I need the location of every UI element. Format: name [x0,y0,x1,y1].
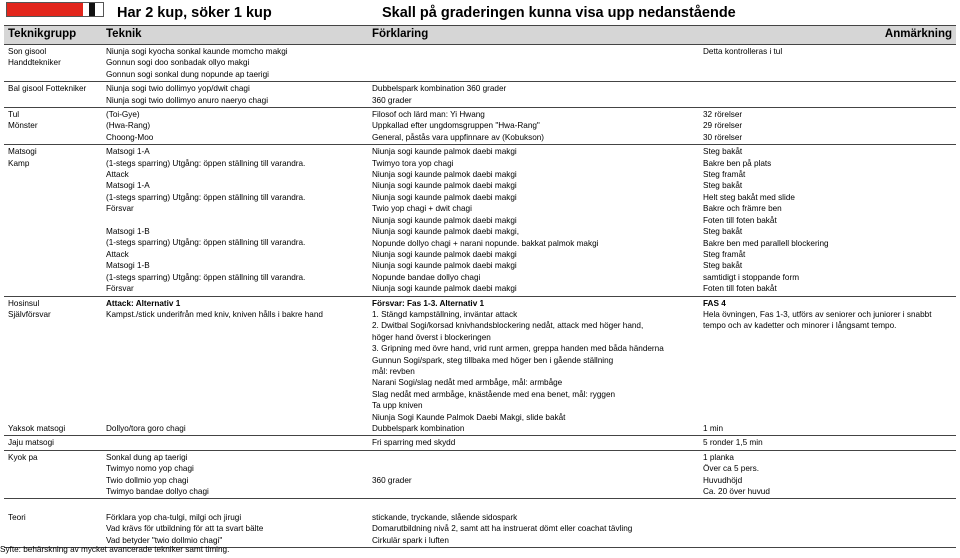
cell-line: Vad betyder "twio dollmio chagi" [106,535,223,545]
cell-line [703,377,952,388]
cell-explanation [368,108,699,145]
cell-group [4,296,102,436]
cell-line: 360 grader [372,475,412,485]
table-row [4,436,956,450]
cell-line [8,411,98,422]
table-header-row [4,26,956,45]
cell-line [106,400,364,411]
cell-remark [699,145,956,296]
cell-line: Niunja sogi kaunde palmok daebi makgi [372,284,517,294]
cell-line: Handdtekniker [8,58,61,68]
cell-line: Foten till foten bakåt [703,284,777,294]
cell-line: Niunja sogi kyocha sonkal kaunde momcho makgi [106,47,288,56]
cell-line: Son gisool [8,47,47,56]
cell-line: Niunja sogi kaunde palmok daebi makgi [372,249,517,259]
cell-line: tempo och av kadetter och minorer i långsamt tempo. [703,321,897,331]
cell-line: Självförsvar [8,309,51,319]
cell-line [8,355,98,366]
cell-technique [102,108,368,145]
cell-line: (1-stegs sparring) Utgång: öppen ställning till varandra. [106,272,306,282]
cell-group [4,436,102,450]
cell-explanation [368,450,699,499]
cell-technique [102,145,368,296]
cell-line [703,411,952,422]
cell-line: Jaju matsogi [8,438,54,448]
cell-line: Försvar: Fas 1-3. Alternativ 1 [372,298,485,308]
cell-line: (1-stegs sparring) Utgång: öppen ställning till varandra. [106,238,306,248]
cell-line: 2. Dwitbal Sogi/korsad knivhandsblockering nedåt, attack med höger hand, [372,321,644,331]
cell-line [703,355,952,366]
cell-line: Kamp [8,158,30,168]
cell-line [106,500,364,511]
cell-line: 1 planka [703,452,734,462]
cell-line: (Toi-Gye) [106,110,140,120]
table-row [4,108,956,145]
cell-line [8,332,98,343]
cell-line: Gonnun sogi sonkal dung nopunde ap taerigi [106,69,269,79]
table-row [4,82,956,108]
cell-technique [102,436,368,450]
cell-line: Huvudhöjd [703,475,743,485]
cell-explanation [368,499,699,548]
cell-line: Attack [106,170,129,180]
cell-group [4,108,102,145]
cell-line: Bakre och främre ben [703,204,782,214]
cell-line [106,366,364,377]
cell-line: Steg bakåt [703,261,743,271]
cell-line [106,215,364,226]
cell-line [703,343,952,354]
cell-remark [699,296,956,436]
cell-line [106,411,364,422]
cell-remark [699,499,956,548]
cell-line: Uppkallad efter ungdomsgruppen "Hwa-Rang" [372,121,540,131]
cell-line: Kyok pa [8,452,38,462]
cell-line: Detta kontrolleras i tul [703,47,783,56]
cell-line: Attack [106,249,129,259]
cell-remark [699,82,956,108]
cell-line [8,343,98,354]
cell-line [8,389,98,400]
cell-line: Niunja sogi kaunde palmok daebi makgi [372,181,517,191]
cell-line: Hela övningen, Fas 1-3, utförs av seniorer och juniorer i snabbt [703,309,932,319]
cell-line: Dollyo/tora goro chagi [106,423,186,433]
cell-line: Niunja sogi kaunde palmok daebi makgi [372,261,517,271]
cell-technique [102,450,368,499]
cell-remark [699,450,956,499]
page-title-right: Skall på graderingen kunna visa upp nedanstående [382,5,736,21]
cell-line: Dubbelspark kombination [372,424,465,433]
cell-line: Twimyo bandae dollyo chagi [106,487,209,497]
cell-line: Matsogi 1-A [106,181,150,191]
cell-line: Förklara yop cha-tulgi, milgi och jirugi [106,512,242,522]
cell-technique [102,296,368,436]
cell-remark [699,436,956,450]
cell-line [8,366,98,377]
cell-line: Nopunde dollyo chagi + narani nopunde. bakkat palmok makgi [372,238,599,248]
cell-line [372,500,695,511]
cell-line [8,320,98,331]
cell-line: Niunja sogi kaunde palmok daebi makgi [372,215,517,225]
cell-line: Tul [8,110,20,120]
cell-line: Steg bakåt [703,181,743,191]
cell-line: 29 rörelser [703,121,743,131]
cell-line: Attack: Alternativ 1 [106,298,181,308]
cell-line: Twimyo nomo yop chagi [106,464,194,474]
cell-line: Steg bakåt [703,227,743,237]
cell-line: Gonnun sogi doo sonbadak ollyo makgi [106,58,250,68]
cell-line: Kampst./stick underifrån med kniv, kniven hålls i bakre hand [106,309,323,319]
page-title-left: Har 2 kup, söker 1 kup [117,5,272,21]
cell-explanation [368,82,699,108]
cell-line: Ta upp kniven [372,401,423,411]
cell-line: Över ca 5 pers. [703,464,759,474]
cell-line: 3. Gripning med övre hand, vrid runt armen, greppa handen med båda händerna [372,344,664,354]
cell-line [703,400,952,411]
cell-line: Slag nedåt med armbåge, knästående med ena benet, mål: ryggen [372,389,616,399]
cell-line: Niunja sogi twio dollimyo yop/dwit chagi [106,84,250,94]
cell-line [106,332,364,343]
cell-line: Gunnun Sogi/spark, steg tillbaka med höger ben i gående ställning [372,355,614,365]
cell-line: Matsogi [8,147,37,157]
cell-line: Foten till foten bakåt [703,215,777,225]
cell-line: Cirkulär spark i luften [372,535,449,545]
cell-explanation [368,436,699,450]
table-row [4,45,956,82]
cell-line: Bal gisool Fottekniker [8,84,87,94]
cell-line: mål: revben [372,366,415,376]
cell-line: Bakre ben på plats [703,158,772,168]
cell-line: höger hand överst i blockeringen [372,332,491,342]
cell-explanation [368,45,699,82]
cell-explanation [368,296,699,436]
cell-line [106,355,364,366]
cell-line: Niunja sogi kaunde palmok daebi makgi [372,170,517,180]
logo-badge [6,2,104,17]
cell-line [8,400,98,411]
cell-technique [102,499,368,548]
cell-group [4,499,102,548]
cell-line: Teori [8,512,26,522]
cell-line: samtidigt i stoppande form [703,272,800,282]
column-header-explanation: Förklaring [368,26,699,45]
column-header-remark: Anmärkning [699,26,956,45]
column-header-technique: Teknik [102,26,368,45]
cell-line: Sonkal dung ap taerigi [106,452,188,462]
table-row [4,296,956,436]
cell-line: 32 rörelser [703,110,743,120]
cell-remark [699,108,956,145]
cell-line: Matsogi 1-B [106,261,150,271]
cell-line: Twimyo tora yop chagi [372,158,454,168]
cell-line: Niunja sogi kaunde palmok daebi makgi, [372,227,520,237]
cell-line [372,452,695,463]
cell-line: Yaksok matsogi [8,423,66,433]
cell-line: Vad krävs för utbildning för att ta svart bälte [106,524,264,534]
cell-line: Matsogi 1-B [106,227,150,237]
cell-group [4,45,102,82]
cell-line: 1 min [703,423,724,433]
logo-red-bar [7,3,83,16]
cell-remark [699,45,956,82]
table-row [4,145,956,296]
cell-technique [102,45,368,82]
cell-group [4,145,102,296]
cell-line: Försvar [106,284,134,294]
cell-line [106,343,364,354]
cell-line: Steg framåt [703,249,746,259]
cell-line: Helt steg bakåt med slide [703,192,795,202]
cell-line: General, påstås vara uppfinnare av (Kobukson) [372,132,545,142]
logo-black-bar [89,3,95,16]
cell-line: Niunja sogi kaunde palmok daebi makgi [372,192,517,202]
cell-line: Fri sparring med skydd [372,438,456,448]
cell-line [703,389,952,400]
cell-line: (Hwa-Rang) [106,121,151,131]
cell-line: FAS 4 [703,298,726,308]
cell-line: Försvar [106,204,134,214]
cell-line: 1. Stängd kampställning, inväntar attack [372,309,518,319]
cell-group [4,450,102,499]
cell-line: Matsogi 1-A [106,147,150,157]
cell-line: 5 ronder 1,5 min [703,438,763,448]
cell-line: Steg bakåt [703,147,743,157]
cell-technique [102,82,368,108]
cell-line: Niunja sogi twio dollimyo anuro naeryo chagi [106,95,269,105]
cell-line: Niunja sogi kaunde palmok daebi makgi [372,147,517,157]
cell-line [8,500,98,511]
cell-line [703,366,952,377]
cell-line [8,377,98,388]
cell-line: Nopunde bandae dollyo chagi [372,272,481,282]
cell-line: Dubbelspark kombination 360 grader [372,84,507,94]
cell-line: Mönster [8,121,38,131]
cell-explanation [368,145,699,296]
table-row [4,450,956,499]
cell-line: Bakre ben med parallell blockering [703,238,829,248]
cell-line [106,377,364,388]
cell-line: Domarutbildning nivå 2, samt att ha instruerat dömt eller coachat tävling [372,524,633,534]
cell-line [372,486,695,497]
cell-line: Steg framåt [703,170,746,180]
technique-table [4,25,956,548]
cell-line [703,332,952,343]
cell-group [4,82,102,108]
cell-line: Twio yop chagi + dwit chagi [372,204,472,214]
cell-line [372,463,695,474]
cell-line: Niunja Sogi Kaunde Palmok Daebi Makgi, slide bakåt [372,412,566,422]
cell-line: 30 rörelser [703,132,743,142]
cell-line: Filosof och lärd man: Yi Hwang [372,110,485,120]
cell-line: Twio dollmio yop chagi [106,475,189,485]
cell-line: (1-stegs sparring) Utgång: öppen ställning till varandra. [106,158,306,168]
cell-line: Ca. 20 över huvud [703,487,770,497]
cell-line: 360 grader [372,95,412,105]
column-header-group: Teknikgrupp [4,26,102,45]
table-body [4,45,956,548]
footnote: Syfte: behärskning av mycket avancerade tekniker samt timing. [0,545,230,554]
cell-line: Choong-Moo [106,132,154,142]
cell-line: Narani Sogi/slag nedåt med armbåge, mål: armbåge [372,378,563,388]
cell-line: (1-stegs sparring) Utgång: öppen ställning till varandra. [106,192,306,202]
cell-line [106,320,364,331]
table-row [4,499,956,548]
cell-line: stickande, tryckande, slående sidospark [372,512,518,522]
cell-line [106,389,364,400]
cell-line: Hosinsul [8,298,40,308]
